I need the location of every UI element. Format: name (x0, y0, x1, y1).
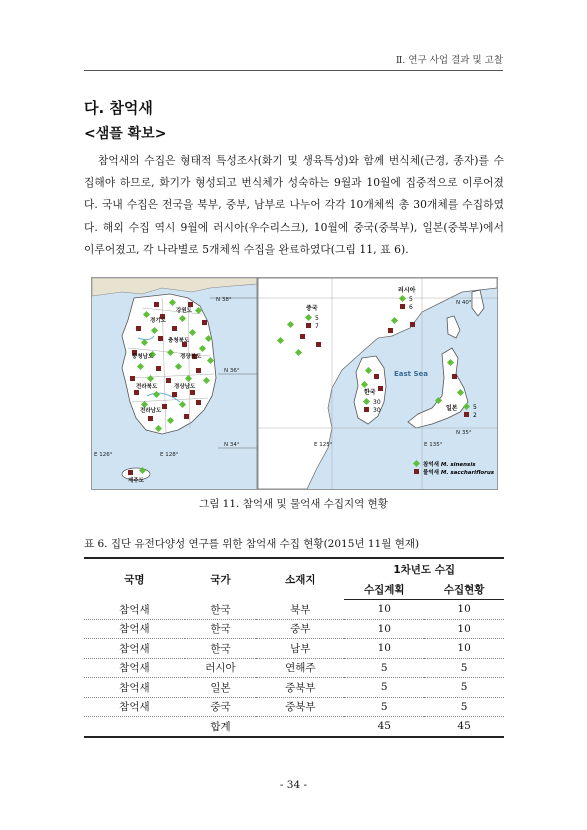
china-sinensis-count: 5 (315, 315, 319, 322)
cell-status: 5 (424, 678, 504, 698)
cell-country: 한국 (185, 600, 256, 620)
sacchariflorus-site-marker (316, 342, 321, 347)
cell-plan: 10 (344, 600, 424, 620)
cell-location: 북부 (256, 600, 344, 620)
legend-sinensis: 참억새 M. sinensis (423, 462, 476, 468)
cell-species: 참억새 (84, 600, 185, 620)
russia-sinensis-count: 5 (409, 296, 413, 303)
grid-label-e125: E 125° (314, 442, 333, 448)
cell-location: 연해주 (256, 658, 344, 678)
cell-species: 참억새 (84, 619, 185, 639)
cell-location: 중북부 (256, 697, 344, 717)
sacchariflorus-site-marker (388, 328, 393, 333)
grid-label-e126: E 126° (94, 452, 113, 458)
sacchariflorus-site-marker (300, 334, 305, 339)
japan-sacchariflorus-count: 2 (473, 412, 477, 419)
page-header (84, 50, 503, 71)
cell-status: 10 (424, 639, 504, 659)
paragraph-text: 참억새의 수집은 형태적 특성조사(화기 및 생육특성)와 함께 번식체(근경, 종자)를 수집해야 하므로, 화기가 형성되고 번식체가 성숙하는 9월과 10월에 집중적으로 이루어졌다. 국내 수집은 전국을 북부, 중부, 남부로 나누어 각각 10개체씩 총 30개체를 수집하였다. 해외 수집 역시 9월에 러시아(우수리스크), 10월에 중국(중북부), 일본(중북부)에서 이루어졌고, 각 나라별로 5개체씩 수집을 완료하였다(그림 11, 표 6). (84, 154, 504, 256)
cell-status: 10 (424, 619, 504, 639)
cell-status: 5 (424, 658, 504, 678)
cell-status: 5 (424, 697, 504, 717)
table-row (84, 658, 504, 678)
cell-country: 러시아 (185, 658, 256, 678)
table-caption: 표 6. 집단 유전다양성 연구를 위한 참억새 수집 현황(2015년 11월 현재) (84, 538, 420, 550)
korea-sacchariflorus-count: 30 (373, 407, 381, 414)
cell-country: 일본 (185, 678, 256, 698)
sacchariflorus-site-marker (154, 302, 159, 307)
table-row (84, 678, 504, 698)
japan-sinensis-count: 5 (473, 404, 477, 411)
collection-table (84, 557, 504, 738)
header-plan: 수집계획 (344, 579, 424, 600)
table-row (84, 639, 504, 659)
sacchariflorus-site-marker (130, 376, 135, 381)
collection-map-figure (91, 277, 498, 490)
grid-label-e135: E 135° (424, 442, 443, 448)
cell-species: 참억새 (84, 658, 185, 678)
table-row (84, 619, 504, 639)
region-label-chungbuk: 충청북도 (168, 338, 190, 344)
sea-label: East Sea (394, 370, 428, 378)
header-species: 국명 (84, 558, 185, 600)
japan-sacchariflorus-marker (464, 412, 469, 417)
header-location: 소재지 (256, 558, 344, 600)
region-label-gangwon: 강원도 (176, 308, 192, 314)
total-status: 45 (424, 717, 504, 737)
sacchariflorus-site-marker (158, 336, 163, 341)
cell-plan: 5 (344, 678, 424, 698)
running-title: Ⅱ. 연구 사업 결과 및 고찰 (395, 55, 503, 66)
sacchariflorus-site-marker (128, 470, 133, 475)
sacchariflorus-site-marker (190, 390, 195, 395)
country-label-japan: 일본 (446, 405, 458, 412)
cell-location: 중북부 (256, 678, 344, 698)
sacchariflorus-site-marker (156, 366, 161, 371)
sacchariflorus-site-marker (196, 400, 201, 405)
region-label-gyeonggi: 경기도 (150, 318, 166, 324)
cell-country: 한국 (185, 619, 256, 639)
russia-sacchariflorus-marker (400, 304, 405, 309)
sacchariflorus-site-marker (202, 320, 207, 325)
region-label-gyeongnam: 경상남도 (174, 384, 196, 390)
sacchariflorus-site-marker (136, 326, 141, 331)
header-country: 국가 (185, 558, 256, 600)
map-svg (92, 278, 497, 489)
header-first-year: 1차년도 수집 (344, 558, 504, 579)
sacchariflorus-site-marker (374, 374, 379, 379)
header-status: 수집현황 (424, 579, 504, 600)
cell-plan: 5 (344, 697, 424, 717)
figure-caption: 그림 11. 참억새 및 물억새 수집지역 현황 (199, 498, 388, 510)
country-label-russia: 러시아 (398, 287, 416, 294)
legend-sacchariflorus-marker (414, 469, 419, 474)
region-label-jeonnam: 전라남도 (140, 408, 162, 414)
sacchariflorus-site-marker (410, 322, 415, 327)
grid-label-n38: N 38° (216, 297, 232, 303)
grid-label-n34: N 34° (224, 442, 240, 448)
grid-label-e128: E 128° (160, 452, 179, 458)
country-label-korea: 한국 (364, 389, 376, 396)
china-sacchariflorus-count: 7 (315, 323, 319, 330)
grid-label-n40: N 40° (456, 300, 472, 306)
cell-species: 참억새 (84, 639, 185, 659)
body-paragraph (84, 150, 504, 261)
china-sacchariflorus-marker (306, 323, 311, 328)
cell-location: 중부 (256, 619, 344, 639)
region-label-gyeongbuk: 경상북도 (180, 354, 202, 360)
region-label-chungnam: 충청남도 (132, 354, 154, 360)
sacchariflorus-site-marker (162, 404, 167, 409)
cell-species: 참억새 (84, 678, 185, 698)
cell-location: 남부 (256, 639, 344, 659)
sacchariflorus-site-marker (188, 302, 193, 307)
cell-status: 10 (424, 600, 504, 620)
cell-species: 참억새 (84, 697, 185, 717)
subheading: <샘플 확보> (84, 126, 167, 142)
grid-label-n35: N 35° (456, 430, 472, 436)
region-label-jeonbuk: 전라북도 (136, 384, 158, 390)
korea-sacchariflorus-marker (364, 407, 369, 412)
korea-sinensis-count: 30 (373, 399, 381, 406)
sacchariflorus-site-marker (196, 368, 201, 373)
sacchariflorus-site-marker (166, 378, 171, 383)
sacchariflorus-site-marker (172, 392, 177, 397)
table-row (84, 600, 504, 620)
total-plan: 45 (344, 717, 424, 737)
grid-label-n36: N 36° (224, 368, 240, 374)
region-label-jeju: 제주도 (128, 478, 144, 484)
cell-plan: 5 (344, 658, 424, 678)
sacchariflorus-site-marker (378, 386, 383, 391)
legend-sacchariflorus: 물억새 M. sacchariflorus (423, 470, 495, 476)
country-label-china: 중국 (306, 305, 318, 312)
table-row (84, 697, 504, 717)
total-label: 합계 (185, 717, 256, 737)
section-title: 다. 참억새 (84, 99, 153, 117)
sacchariflorus-site-marker (172, 326, 177, 331)
page-number: - 34 - (279, 779, 308, 791)
cell-country: 한국 (185, 639, 256, 659)
sacchariflorus-site-marker (452, 374, 457, 379)
sacchariflorus-site-marker (184, 414, 189, 419)
sacchariflorus-site-marker (148, 416, 153, 421)
cell-plan: 10 (344, 639, 424, 659)
russia-sacchariflorus-count: 6 (409, 304, 413, 311)
sacchariflorus-site-marker (134, 390, 139, 395)
total-row (84, 717, 504, 737)
cell-plan: 10 (344, 619, 424, 639)
cell-country: 중국 (185, 697, 256, 717)
